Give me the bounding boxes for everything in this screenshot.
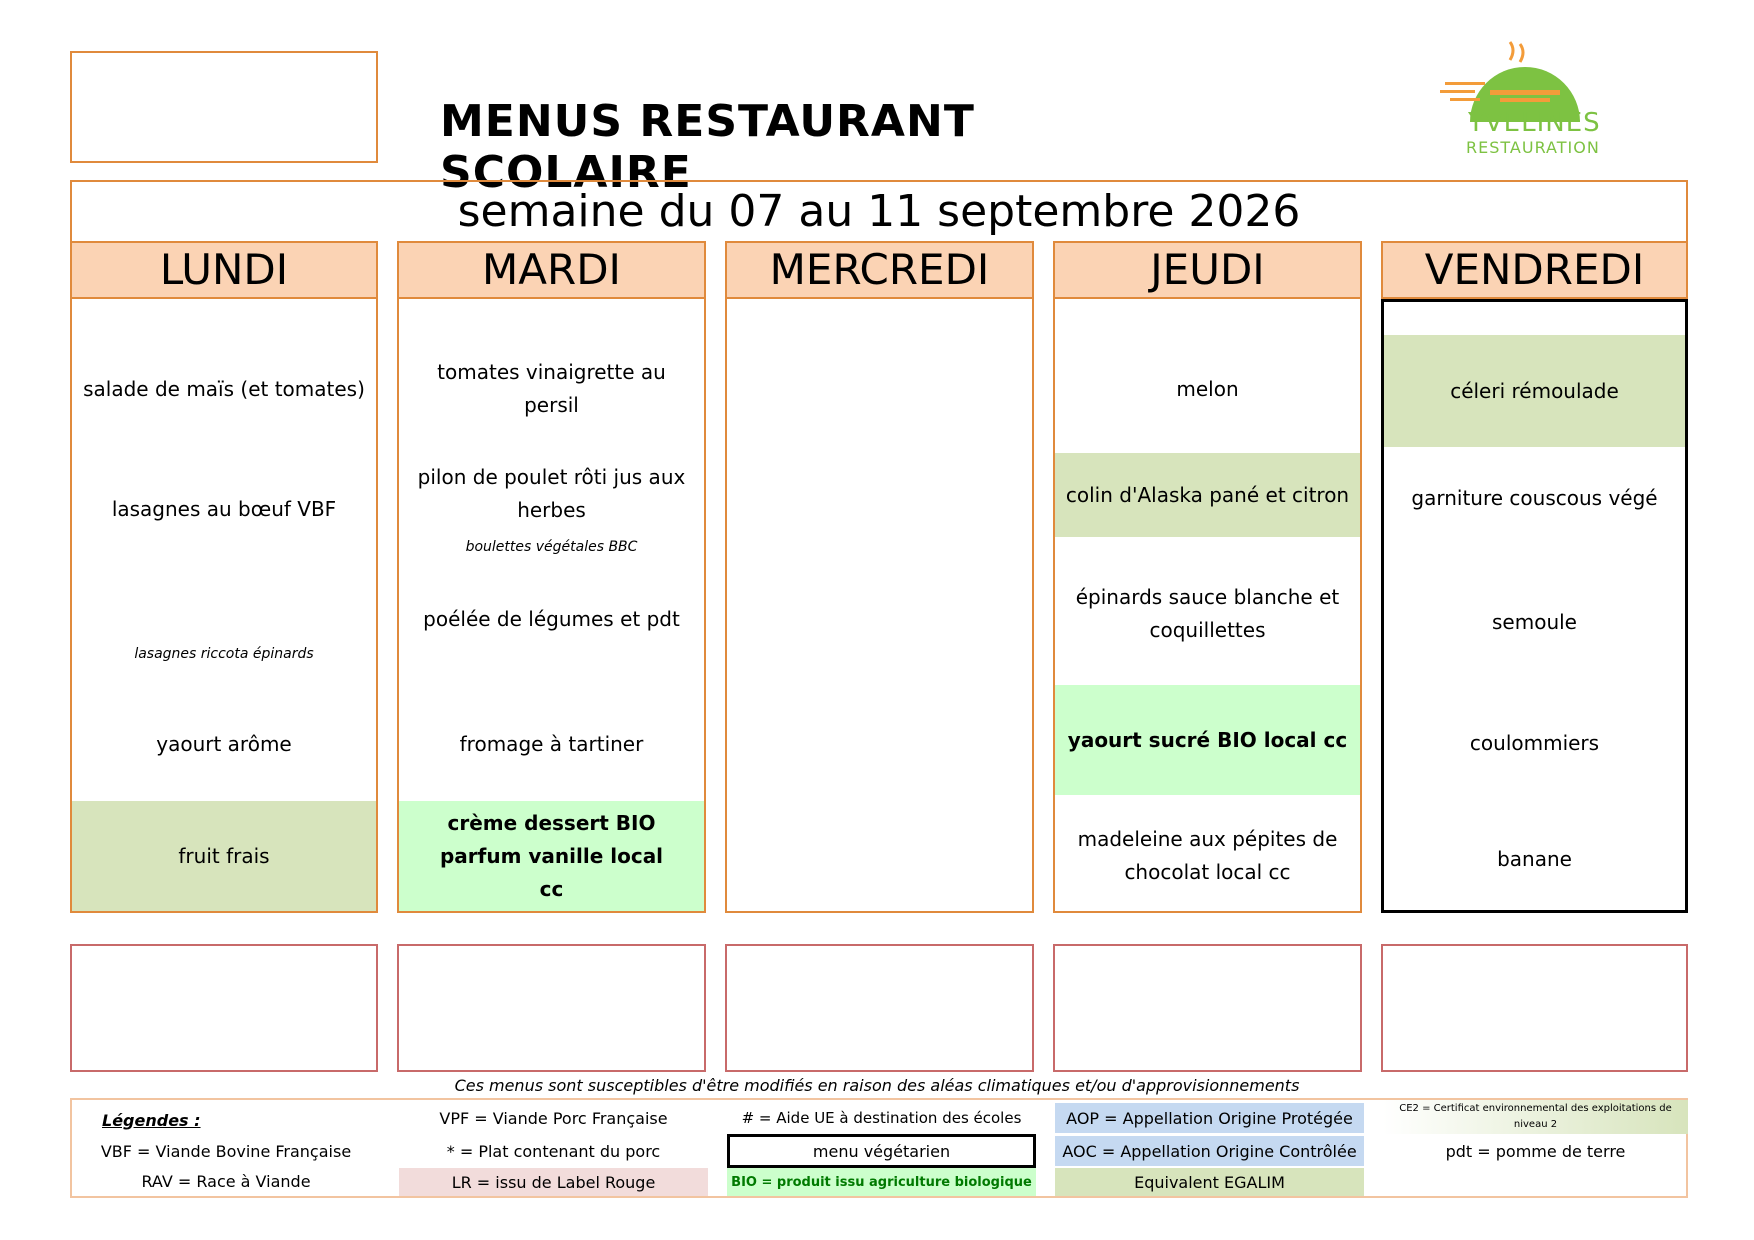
top-left-box xyxy=(70,51,378,163)
legend-bio: BIO = produit issu agriculture biologique xyxy=(727,1168,1036,1196)
lundi-main-alt: lasagnes riccota épinards xyxy=(134,646,314,662)
jeudi-side: épinards sauce blanche et coquillettes xyxy=(1075,585,1340,642)
legend-aoc: AOC = Appellation Origine Contrôlée xyxy=(1055,1136,1364,1166)
legend-vpf: VPF = Viande Porc Française xyxy=(439,1108,668,1128)
logo-line1: YVELINES xyxy=(1468,108,1601,138)
lundi-main: lasagnes au bœuf VBF xyxy=(111,496,337,521)
day-header-mardi: MARDI xyxy=(397,241,706,299)
vendredi-main: garniture couscous végé xyxy=(1411,485,1658,510)
legend-ue: # = Aide UE à destination des écoles xyxy=(741,1109,1022,1127)
legend-rav: RAV = Race à Viande xyxy=(141,1171,311,1191)
jeudi-main: colin d'Alaska pané et citron xyxy=(1055,453,1360,537)
legend-egalim: Equivalent EGALIM xyxy=(1055,1168,1364,1196)
day-header-lundi: LUNDI xyxy=(70,241,378,299)
mardi-side: poélée de légumes et pdt xyxy=(423,606,680,631)
vendredi-dairy: coulommiers xyxy=(1469,730,1600,755)
lundi-dairy: yaourt arôme xyxy=(156,731,292,756)
lundi-starter: salade de maïs (et tomates) xyxy=(83,376,365,401)
extra-box-jeudi xyxy=(1053,944,1362,1072)
mardi-starter: tomates vinaigrette au persil xyxy=(437,360,666,417)
legend-vbf: VBF = Viande Bovine Française xyxy=(100,1141,352,1161)
column-mardi xyxy=(397,299,706,913)
legend-pdt: pdt = pomme de terre xyxy=(1445,1141,1626,1161)
legend-title: Légendes : xyxy=(102,1110,201,1130)
legend xyxy=(70,1098,1688,1198)
legend-lr: LR = issu de Label Rouge xyxy=(399,1168,708,1196)
column-lundi xyxy=(70,299,378,913)
lundi-dessert: fruit frais xyxy=(72,801,376,911)
mardi-dessert: crème dessert BIO parfum vanille local cc xyxy=(399,801,704,911)
extra-box-mercredi xyxy=(725,944,1034,1072)
page-title: MENUS RESTAURANT SCOLAIRE xyxy=(440,96,975,198)
extra-box-lundi xyxy=(70,944,378,1072)
mardi-dairy: fromage à tartiner xyxy=(459,731,644,756)
vendredi-dessert: banane xyxy=(1497,846,1572,871)
disclaimer-note: Ces menus sont susceptibles d'être modifiés en raison des aléas climatiques et/ou d'approvisionnements xyxy=(454,1076,1300,1095)
legend-ce2: CE2 = Certificat environnemental des exploitations de niveau 2 xyxy=(1383,1100,1688,1134)
day-header-jeudi: JEUDI xyxy=(1053,241,1362,299)
jeudi-dairy: yaourt sucré BIO local cc xyxy=(1055,685,1360,795)
vendredi-side: semoule xyxy=(1492,609,1577,634)
legend-vege: menu végétarien xyxy=(727,1134,1036,1168)
jeudi-starter: melon xyxy=(1176,376,1239,401)
mardi-main-alt: boulettes végétales BBC xyxy=(465,539,638,555)
legend-aop: AOP = Appellation Origine Protégée xyxy=(1055,1103,1364,1133)
day-header-vendredi: VENDREDI xyxy=(1381,241,1688,299)
column-jeudi xyxy=(1053,299,1362,913)
mardi-main: pilon de poulet rôti jus aux herbes xyxy=(417,465,686,522)
extra-box-mardi xyxy=(397,944,706,1072)
logo-line2: RESTAURATION xyxy=(1466,138,1600,157)
logo xyxy=(1440,40,1610,160)
column-mercredi xyxy=(725,299,1034,913)
legend-porc: * = Plat contenant du porc xyxy=(446,1141,661,1161)
vendredi-starter: céleri rémoulade xyxy=(1384,335,1685,447)
day-header-mercredi: MERCREDI xyxy=(725,241,1034,299)
week-banner: semaine du 07 au 11 septembre 2026 xyxy=(70,180,1688,242)
jeudi-dessert: madeleine aux pépites de chocolat local cc xyxy=(1077,827,1338,884)
column-vendredi xyxy=(1381,299,1688,913)
extra-box-vendredi xyxy=(1381,944,1688,1072)
